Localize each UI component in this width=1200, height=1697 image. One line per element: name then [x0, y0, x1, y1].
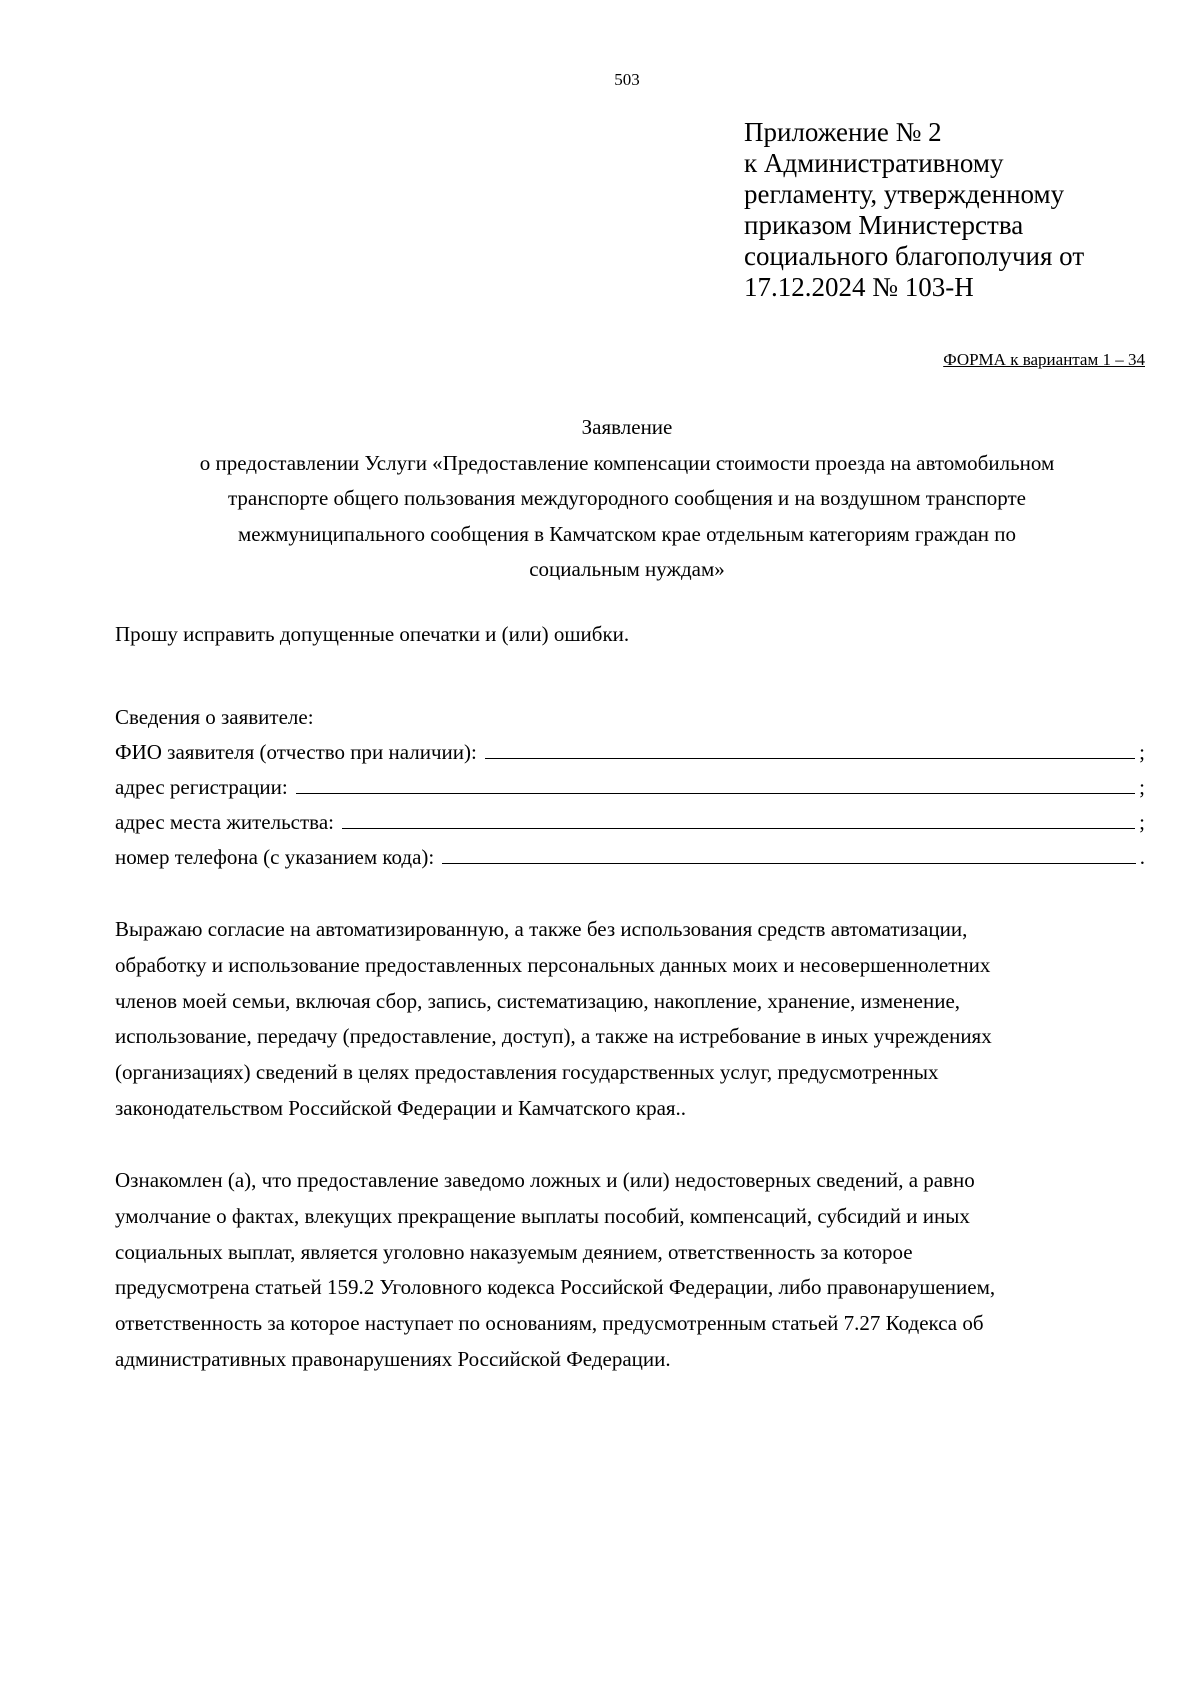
applicant-heading: Сведения о заявителе:: [115, 705, 314, 729]
appendix-line: приказом Министерства: [744, 210, 1024, 240]
notice-line: административных правонарушениях Российской Федерации.: [115, 1346, 671, 1371]
appendix-line: социального благополучия от: [744, 241, 1085, 271]
consent-line: Выражаю согласие на автоматизированную, а также без использования средств автоматизации,: [115, 917, 968, 941]
residence-address-input-line[interactable]: [342, 808, 1135, 829]
consent-line: членов моей семьи, включая сбор, запись, систематизацию, накопление, хранение, изменение,: [115, 988, 961, 1013]
consent-line: обработку и использование предоставленных персональных данных моих и несовершеннолетних: [115, 952, 991, 977]
notice-line: Ознакомлен (а), что предоставление заведомо ложных и (или) недостоверных сведений, а равно: [115, 1168, 975, 1192]
consent-line: (организациях) сведений в целях предоставления государственных услуг, предусмотренных: [115, 1060, 939, 1085]
residence-address-field: [115, 805, 1145, 840]
field-label: адрес места жительства:: [115, 810, 334, 834]
appendix-line: к Административному: [744, 148, 1004, 178]
applicant-section: [115, 700, 1145, 875]
field-end: ;: [1139, 810, 1145, 834]
applicant-name-input-line[interactable]: [485, 738, 1135, 759]
field-end: .: [1139, 845, 1145, 869]
phone-number-input-line[interactable]: [442, 843, 1135, 864]
notice-line: умолчание о фактах, влекущих прекращение выплаты пособий, компенсаций, субсидий и иных: [115, 1203, 970, 1228]
notice-line: социальных выплат, является уголовно наказуемым деянием, ответственность за которое: [115, 1239, 913, 1264]
field-label: номер телефона (с указанием кода):: [115, 845, 435, 869]
notice-line: предусмотрена статьей 159.2 Уголовного кодекса Российской Федерации, либо правонарушением,: [115, 1275, 996, 1300]
appendix-line: 17.12.2024 № 103-Н: [744, 272, 974, 302]
title-line: межмуниципального сообщения в Камчатском крае отдельным категориям граждан по: [237, 521, 1017, 546]
field-end: ;: [1139, 775, 1145, 799]
title-line: о предоставлении Услуги «Предоставление компенсации стоимости проезда на автомобильном: [199, 450, 1055, 475]
title-heading: Заявление: [581, 415, 673, 439]
applicant-name-field: [115, 735, 1145, 770]
field-label: адрес регистрации:: [115, 775, 288, 799]
notice-line: ответственность за которое наступает по основаниям, предусмотренным статьей 7.27 Кодекса об: [115, 1311, 984, 1336]
title-line: социальным нуждам»: [529, 557, 725, 581]
phone-number-field: [115, 840, 1145, 875]
registration-address-input-line[interactable]: [296, 773, 1135, 794]
registration-address-field: [115, 770, 1145, 805]
consent-line: использование, передачу (предоставление, доступ), а также на истребование в иных учреждениях: [115, 1024, 992, 1049]
title-line: транспорте общего пользования междугородного сообщения и на воздушном транспорте: [228, 486, 1026, 510]
field-end: ;: [1139, 740, 1145, 764]
appendix-line: регламенту, утвержденному: [744, 179, 1065, 209]
appendix-header: [744, 117, 1164, 303]
form-reference: ФОРМА к вариантам 1 – 34: [943, 350, 1145, 369]
liability-notice-paragraph: [115, 1163, 1155, 1378]
page-number: 503: [614, 70, 640, 89]
document-title: [105, 410, 1149, 588]
request-text: Прошу исправить допущенные опечатки и (или) ошибки.: [115, 622, 630, 646]
consent-line: законодательством Российской Федерации и Камчатского края..: [115, 1095, 687, 1120]
consent-paragraph: [115, 912, 1155, 1127]
appendix-line: Приложение № 2: [744, 117, 942, 147]
field-label: ФИО заявителя (отчество при наличии):: [115, 740, 477, 764]
